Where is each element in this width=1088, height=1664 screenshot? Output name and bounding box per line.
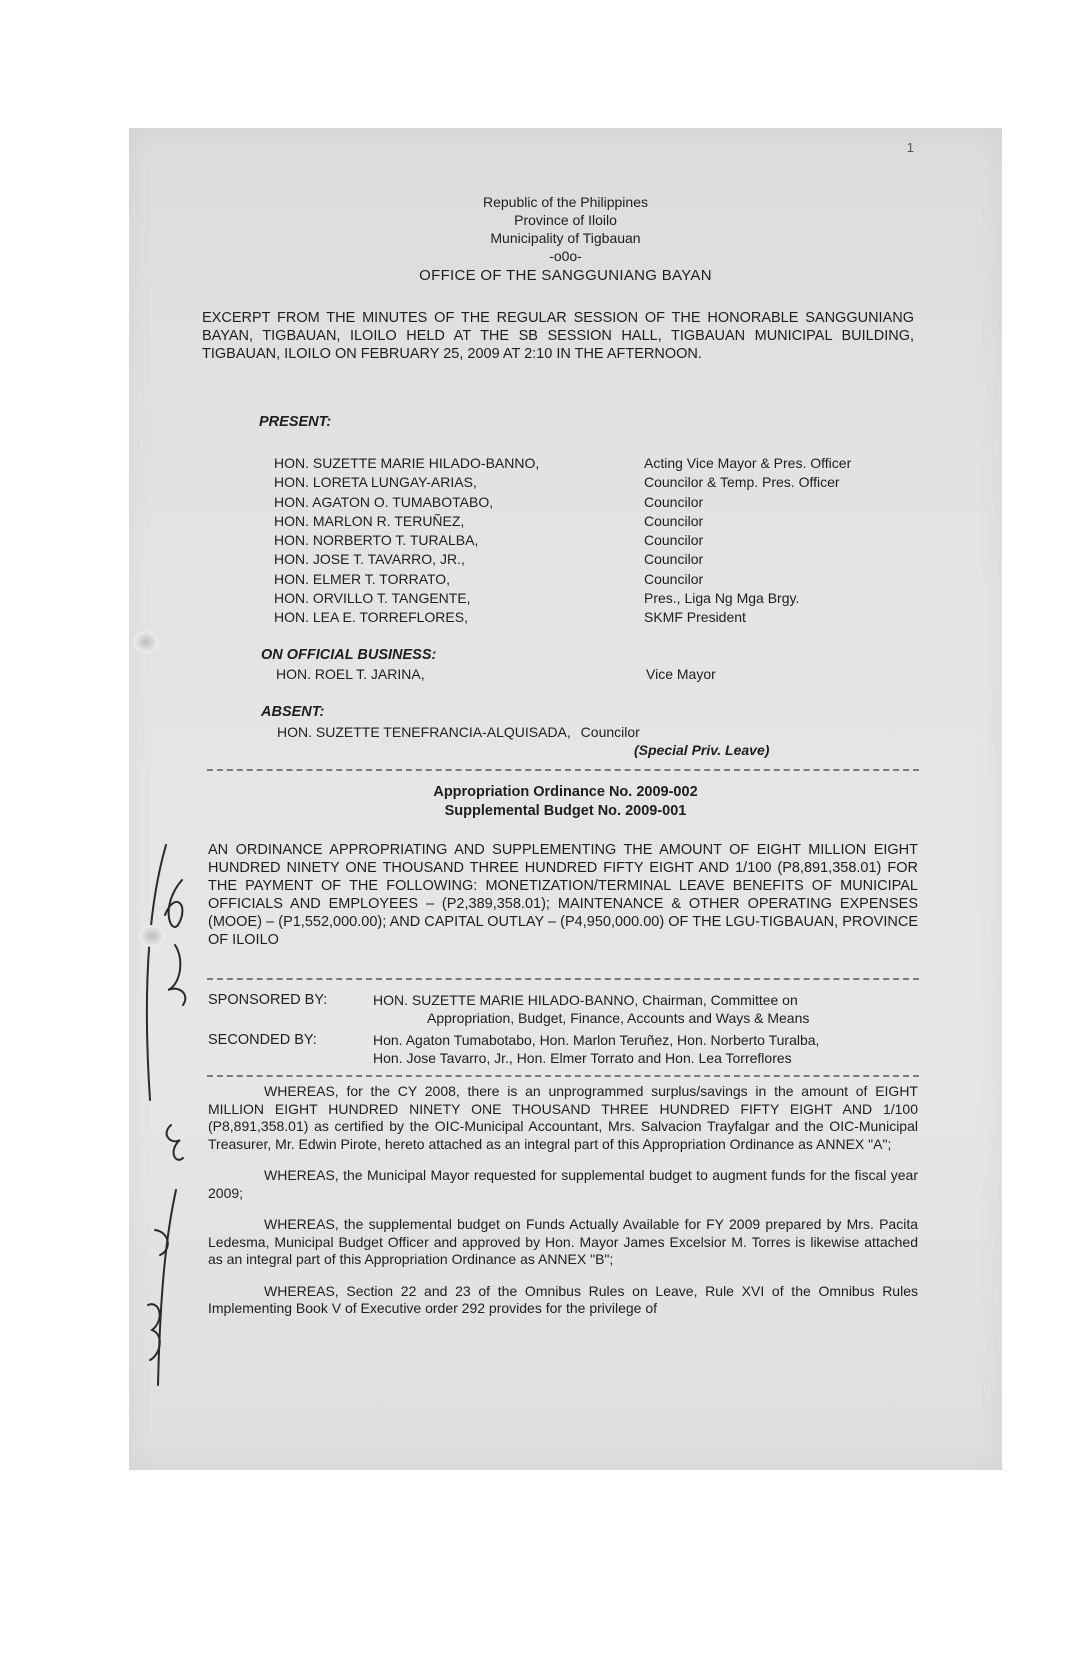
official-business-position: Vice Mayor	[646, 666, 716, 682]
signature-stroke	[165, 880, 182, 927]
margin-smudge	[139, 925, 165, 947]
signature-stroke	[148, 1304, 160, 1360]
seconded-line-2: Hon. Jose Tavarro, Jr., Hon. Elmer Torrato and Hon. Lea Torreflores	[373, 1050, 792, 1066]
absent-position: Councilor	[580, 724, 640, 740]
minutes-excerpt: EXCERPT FROM THE MINUTES OF THE REGULAR SESSION OF THE HONORABLE SANGGUNIANG BAYAN, TIGBAUAN, ILOILO HELD AT THE SB SESSION HALL, TIGBAUAN MUNICIPAL BUILDING, TIGBAUAN, ILOILO ON FEBRUARY 25, 2009 AT 2:10 IN THE AFTERNOON.	[202, 310, 914, 362]
sponsored-line-1: HON. SUZETTE MARIE HILADO-BANNO, Chairman, Committee on	[373, 992, 798, 1008]
present-heading: PRESENT:	[259, 414, 332, 430]
seconded-by-label: SECONDED BY:	[208, 1032, 317, 1048]
member-position: Acting Vice Mayor & Pres. Officer	[644, 455, 852, 471]
member-position: Councilor	[644, 532, 704, 549]
signature-stroke	[155, 1230, 168, 1255]
whereas-clause: WHEREAS, Section 22 and 23 of the Omnibus Rules on Leave, Rule XVI of the Omnibus Rules Implementing Book V of Executive order 292 provides for the privilege of	[208, 1282, 918, 1316]
member-position: Councilor	[644, 512, 704, 529]
member-position: Councilor	[644, 493, 704, 510]
member-position: SKMF President	[644, 609, 746, 626]
signature-stroke	[167, 1125, 183, 1160]
absent-heading: ABSENT:	[261, 704, 325, 720]
member-name: HON. JOSE T. TAVARRO, JR.,	[274, 551, 465, 568]
member-name: HON. LEA E. TORREFLORES,	[274, 609, 468, 626]
absent-note: (Special Priv. Leave)	[634, 742, 770, 758]
ordinance-number: Appropriation Ordinance No. 2009-002	[433, 784, 698, 800]
signature-stroke	[147, 845, 166, 1100]
member-name: HON. ELMER T. TORRATO,	[274, 570, 451, 587]
official-business-name: HON. ROEL T. JARINA,	[276, 666, 425, 682]
member-name: HON. AGATON O. TUMABOTABO,	[274, 493, 494, 510]
member-name: HON. NORBERTO T. TURALBA,	[274, 532, 479, 549]
header-separator: -o0o-	[549, 248, 582, 264]
signature-stroke	[158, 1190, 176, 1385]
member-position: Councilor & Temp. Pres. Officer	[644, 474, 840, 491]
sponsored-line-2: Appropriation, Budget, Finance, Accounts and Ways & Means	[427, 1010, 810, 1026]
member-position: Councilor	[644, 570, 704, 587]
header-province: Province of Iloilo	[514, 212, 617, 228]
header-municipality: Municipality of Tigbauan	[490, 230, 641, 246]
header-office: OFFICE OF THE SANGGUNIANG BAYAN	[419, 267, 712, 284]
whereas-clause: WHEREAS, the supplemental budget on Funds Actually Available for FY 2009 prepared by Mrs. Pacita Ledesma, Municipal Budget Officer and approved by Hon. Mayor James Excelsior M. Torres is likewise attached as an integral part of this Appropriation Ordinance as ANNEX "B";	[208, 1216, 918, 1267]
ordinance-title: AN ORDINANCE APPROPRIATING AND SUPPLEMENTING THE AMOUNT OF EIGHT MILLION EIGHT HUNDRED NINETY ONE THOUSAND THREE HUNDRED FIFTY EIGHT AND 1/100 (P8,891,358.01) FOR THE PAYMENT OF THE FOLLOWING: MONETIZATION/TERMINAL LEAVE BENEFITS OF MUNICIPAL OFFICIALS AND EMPLOYEES – (P2,389,358.01); MAINTENANCE & OTHER OPERATING EXPENSES (MOOE) – (P1,552,000.00); AND CAPITAL OUTLAY – (P4,950,000.00) OF THE LGU-TIGBAUAN, PROVINCE OF ILOILO	[208, 842, 918, 948]
official-business-heading: ON OFFICIAL BUSINESS:	[261, 647, 437, 663]
member-name: HON. SUZETTE MARIE HILADO-BANNO,	[274, 455, 540, 471]
signature-stroke	[168, 945, 185, 1005]
member-position: Pres., Liga Ng Mga Brgy.	[644, 590, 800, 607]
absent-name: HON. SUZETTE TENEFRANCIA-ALQUISADA,	[277, 724, 571, 740]
whereas-clause: WHEREAS, for the CY 2008, there is an unprogrammed surplus/savings in the amount of EIGHT MILLION EIGHT HUNDRED NINETY ONE THOUSAND THREE HUNDRED FIFTY EIGHT AND 1/100 (P8,891,358.01) as certified by the OIC-Municipal Accountant, Mrs. Salvacion Trayfalgar and the OIC-Municipal Treasurer, Mr. Edwin Pirote, hereto attached as an integral part of this Appropriation Ordinance as ANNEX "A";	[208, 1083, 918, 1152]
header-republic: Republic of the Philippines	[483, 194, 648, 210]
supplemental-budget-number: Supplemental Budget No. 2009-001	[444, 803, 687, 819]
member-name: HON. LORETA LUNGAY-ARIAS,	[274, 474, 477, 491]
member-name: HON. MARLON R. TERUÑEZ,	[274, 512, 465, 529]
page-number: 1	[906, 140, 914, 155]
margin-smudge	[133, 631, 159, 653]
whereas-clause: WHEREAS, the Municipal Mayor requested for supplemental budget to augment funds for the fiscal year 2009;	[208, 1167, 918, 1201]
member-name: HON. ORVILLO T. TANGENTE,	[274, 590, 471, 607]
member-position: Councilor	[644, 551, 704, 568]
seconded-line-1: Hon. Agaton Tumabotabo, Hon. Marlon Teruñez, Hon. Norberto Turalba,	[373, 1032, 820, 1048]
sponsored-by-label: SPONSORED BY:	[208, 992, 328, 1008]
